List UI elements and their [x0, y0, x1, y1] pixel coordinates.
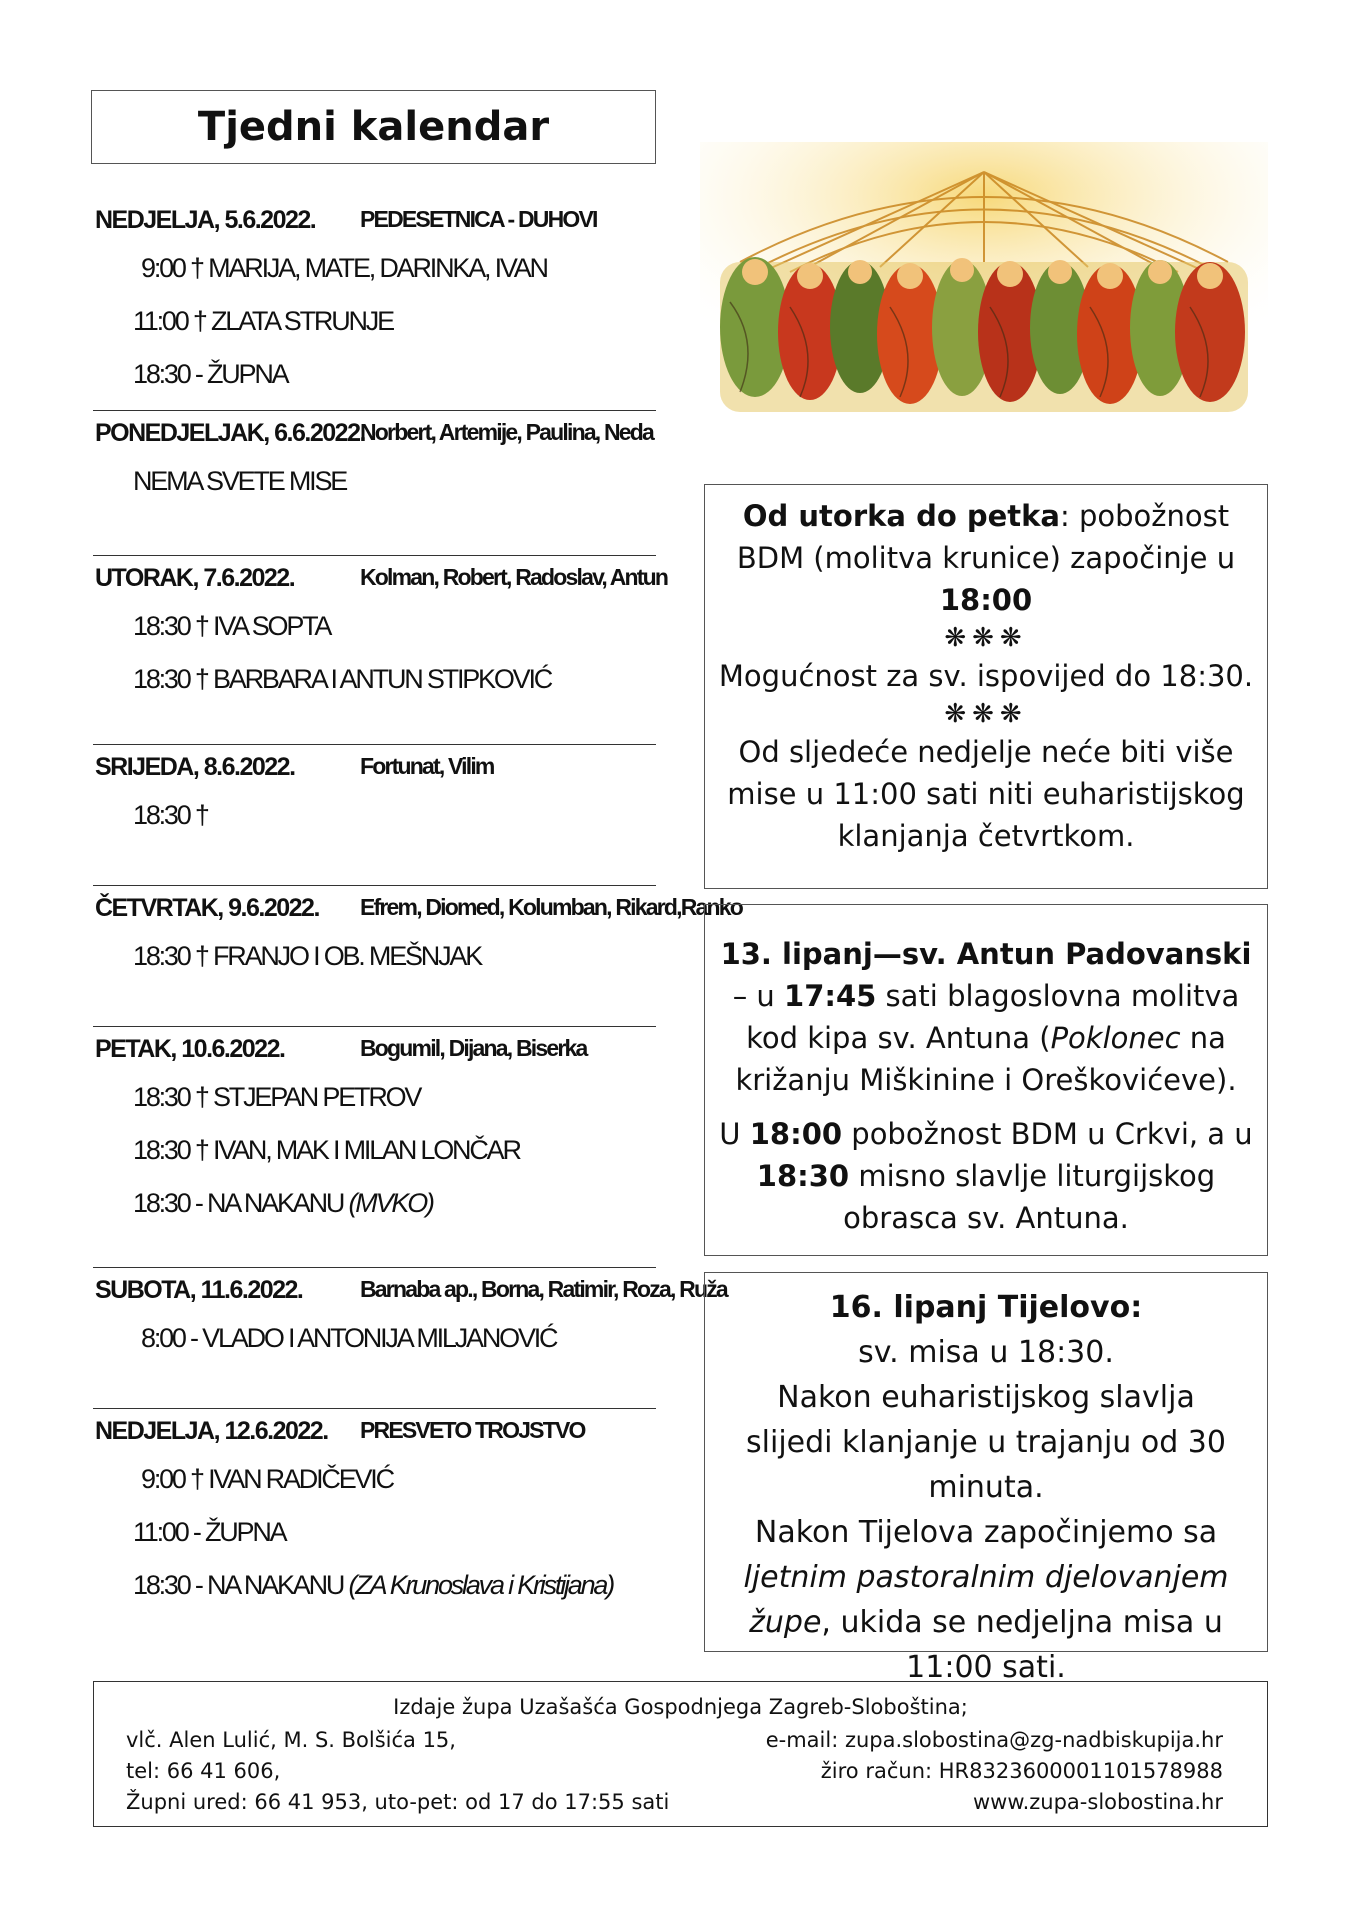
- mass-text: 18:30 † IVA SOPTA: [133, 611, 331, 641]
- mass-entry: [93, 1124, 656, 1177]
- day-entry: [93, 198, 656, 411]
- day-date: NEDJELJA, 5.6.2022.: [95, 206, 316, 234]
- box2-text: misno slavlje liturgijskog obrasca sv. Antuna.: [843, 1159, 1216, 1235]
- weekly-schedule: [93, 198, 742, 1629]
- mass-entry: [93, 455, 656, 508]
- box2-time: 17:45: [784, 979, 877, 1013]
- day-header: [93, 886, 742, 930]
- day-saints: Kolman, Robert, Radoslav, Antun: [360, 564, 668, 590]
- day-saints: Fortunat, Vilim: [360, 753, 494, 779]
- mass-text: 18:30 † IVAN, MAK I MILAN LONČAR: [133, 1135, 520, 1165]
- box1-time: 18:00: [939, 583, 1033, 617]
- box3-mass: sv. misa u 18:30.: [858, 1335, 1114, 1370]
- day-date: SRIJEDA, 8.6.2022.: [95, 753, 295, 781]
- footer-website[interactable]: www.zupa-slobostina.hr: [973, 1790, 1223, 1814]
- mass-text: 18:30 - ŽUPNA: [133, 359, 288, 389]
- day-saints: Norbert, Artemije, Paulina, Neda: [360, 419, 654, 445]
- day-header: [93, 1409, 656, 1453]
- box2-heading: 13. lipanj—sv. Antun Padovanski: [720, 937, 1252, 971]
- mass-note: (ZA Krunoslava i Kristijana): [348, 1570, 614, 1600]
- box3-text: , ukida se nedjeljna misa u 11:00 sati.: [821, 1605, 1223, 1685]
- day-saints: PRESVETO TROJSTVO: [360, 1417, 585, 1443]
- mass-entry: [93, 348, 656, 401]
- footer-tel: tel: 66 41 606,: [126, 1759, 281, 1783]
- day-header: [93, 198, 656, 242]
- notice-box-corpus-christi: [704, 1272, 1268, 1685]
- day-header: [93, 556, 668, 600]
- footer-priest: vlč. Alen Lulić, M. S. Bolšića 15,: [126, 1728, 456, 1752]
- footer-publisher: Izdaje župa Uzašašća Gospodnjega Zagreb-Sloboština;: [393, 1695, 968, 1719]
- box3-text: Nakon Tijelova započinjemo sa: [754, 1515, 1218, 1550]
- box1-confession: Mogućnost za sv. ispovijed do 18:30.: [718, 659, 1254, 693]
- day-date: PETAK, 10.6.2022.: [95, 1035, 285, 1063]
- day-header: [93, 1268, 727, 1312]
- mass-text: 18:30 - NA NAKANU: [133, 1188, 344, 1218]
- box2-place: Poklonec: [1050, 1021, 1181, 1055]
- mass-text: NEMA SVETE MISE: [133, 466, 347, 496]
- day-date: ČETVRTAK, 9.6.2022.: [95, 894, 319, 922]
- day-entry: [93, 556, 668, 745]
- box3-italic: ljetnim pastoralnim djelovanjem župe: [743, 1560, 1229, 1640]
- box2-text: sati blagoslovna molitva kod kipa sv. Antuna (: [746, 979, 1240, 1055]
- mass-entry: [93, 789, 656, 842]
- footer-account: žiro račun: HR8323600001101578988: [820, 1759, 1223, 1783]
- day-saints: Efrem, Diomed, Kolumban, Rikard,Ranko: [360, 894, 742, 920]
- footer-email[interactable]: e-mail: zupa.slobostina@zg-nadbiskupija.hr: [765, 1728, 1223, 1752]
- mass-entry: [93, 600, 656, 653]
- box2-time: 18:30: [756, 1159, 850, 1193]
- mass-text: 18:30 † FRANJO I OB. MEŠNJAK: [133, 941, 482, 971]
- day-date: UTORAK, 7.6.2022.: [95, 564, 295, 592]
- day-entry: [93, 1409, 656, 1629]
- day-entry: [93, 745, 656, 886]
- mass-entry: [93, 653, 656, 706]
- box2-time: 18:00: [749, 1117, 843, 1151]
- mass-entry: [93, 1506, 656, 1559]
- day-saints: Barnaba ap., Borna, Ratimir, Roza, Ruža: [360, 1276, 727, 1302]
- day-entry: [93, 886, 742, 1027]
- mass-text: 18:30 †: [133, 800, 208, 830]
- footer-office: Župni ured: 66 41 953, uto-pet: od 17 do 17:55 sati: [126, 1790, 670, 1814]
- mass-entry: [93, 1312, 656, 1365]
- day-date: SUBOTA, 11.6.2022.: [95, 1276, 303, 1304]
- day-saints: Bogumil, Dijana, Biserka: [360, 1035, 587, 1061]
- box2-text: pobožnost BDM u Crkvi, a u: [842, 1117, 1253, 1151]
- mass-entry: [93, 295, 656, 348]
- title-box: [91, 90, 656, 164]
- day-date: PONEDJELJAK, 6.6.2022.: [95, 419, 365, 447]
- mass-entry: [93, 242, 656, 295]
- mass-text: 18:30 † STJEPAN PETROV: [133, 1082, 421, 1112]
- mass-entry: [93, 930, 656, 983]
- day-saints: PEDESETNICA - DUHOVI: [360, 206, 597, 232]
- mass-text: 11:00 - ŽUPNA: [133, 1517, 286, 1547]
- box2-text: U: [719, 1117, 750, 1151]
- star-divider: ❋❋❋: [944, 623, 1028, 653]
- day-entry: [93, 411, 656, 556]
- pentecost-painting: [700, 142, 1268, 414]
- mass-entry: [93, 1071, 656, 1124]
- mass-text: 18:30 † BARBARA I ANTUN STIPKOVIĆ: [133, 664, 552, 694]
- mass-text: 9:00 † IVAN RADIČEVIĆ: [141, 1464, 393, 1494]
- mass-entry: [93, 1453, 656, 1506]
- day-entry: [93, 1027, 656, 1268]
- day-date: NEDJELJA, 12.6.2022.: [95, 1417, 328, 1445]
- box1-text1: : pobožnost BDM (molitva krunice) započinje u: [736, 499, 1236, 575]
- box3-heading: 16. lipanj Tijelovo:: [829, 1290, 1143, 1325]
- star-divider: ❋❋❋: [944, 699, 1028, 729]
- mass-text: 11:00 † ZLATA STRUNJE: [133, 306, 393, 336]
- box3-adoration: Nakon euharistijskog slavlja slijedi klanjanje u trajanju od 30 minuta.: [746, 1380, 1226, 1505]
- box2-text: – u: [732, 979, 785, 1013]
- box1-lead: Od utorka do petka: [742, 499, 1060, 533]
- day-entry: [93, 1268, 727, 1409]
- mass-note: (MVKO): [348, 1188, 433, 1218]
- notice-box-rosary: [704, 484, 1268, 889]
- mass-entry: [93, 1177, 656, 1230]
- day-header: [93, 1027, 656, 1071]
- mass-entry: [93, 1559, 656, 1612]
- box2-text: na križanju Miškinine i Oreškovićeve).: [735, 1021, 1237, 1097]
- footer-contact: [93, 1681, 1268, 1827]
- page-title: Tjedni kalendar: [197, 104, 550, 150]
- day-header: [93, 411, 656, 455]
- mass-text: 18:30 - NA NAKANU: [133, 1570, 344, 1600]
- box1-change-notice: Od sljedeće nedjelje neće biti više mise u 11:00 sati niti euharistijskog klanjanja četvrtkom.: [727, 735, 1245, 853]
- day-header: [93, 745, 656, 789]
- mass-text: 9:00 † MARIJA, MATE, DARINKA, IVAN: [141, 253, 547, 283]
- mass-text: 8:00 - VLADO I ANTONIJA MILJANOVIĆ: [141, 1323, 557, 1353]
- notice-box-st-anthony: [704, 904, 1268, 1256]
